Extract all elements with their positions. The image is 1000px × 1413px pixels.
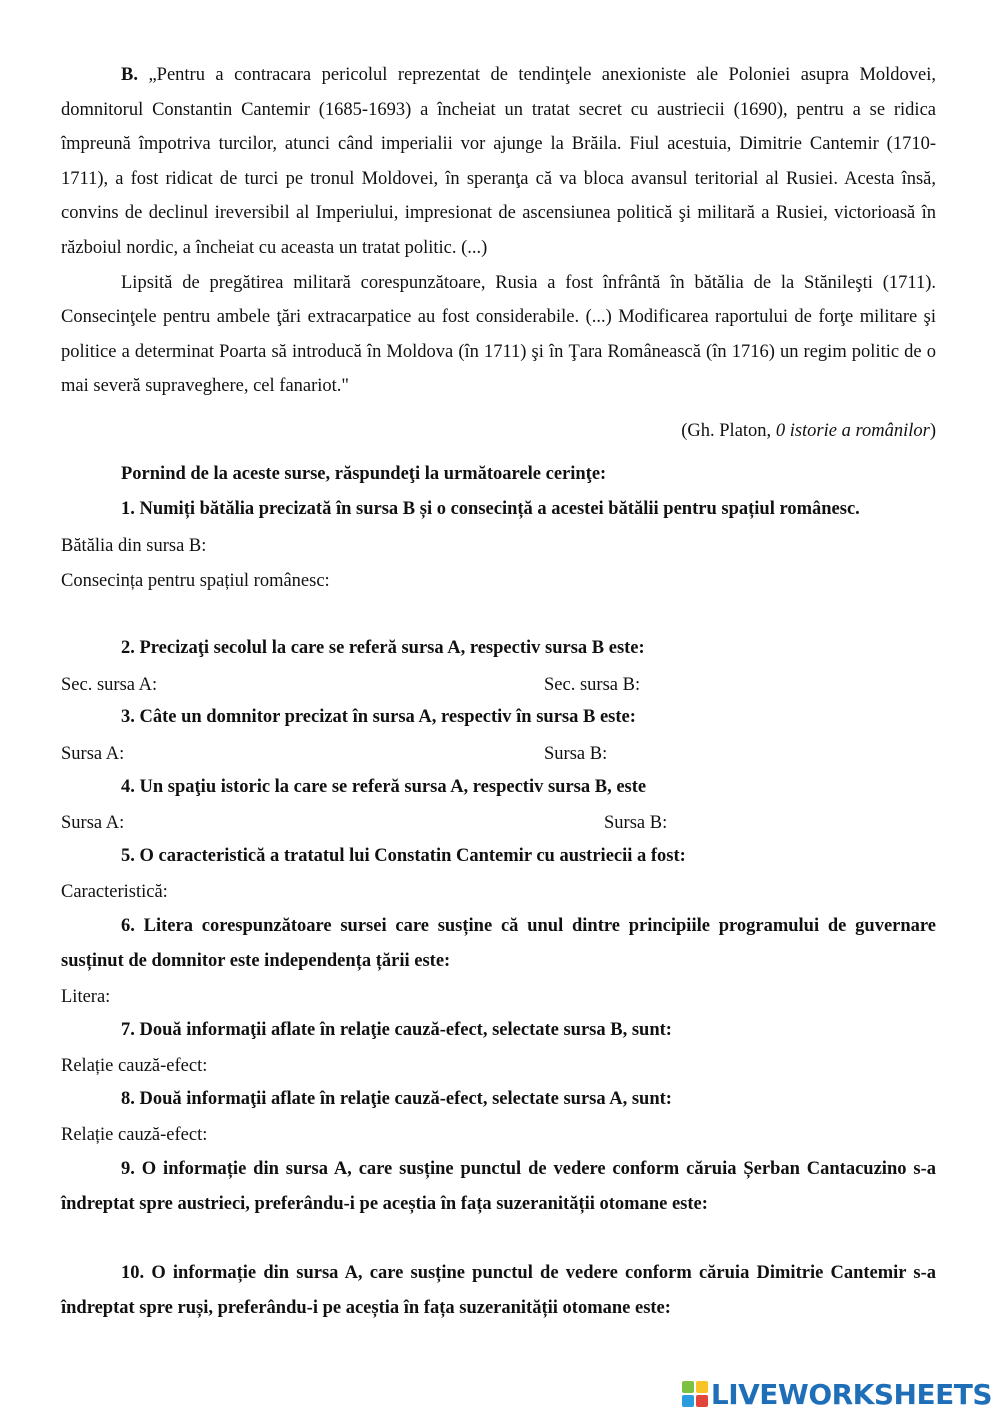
answer-2a-input[interactable] (162, 674, 406, 698)
liveworksheets-logo (682, 1377, 992, 1411)
answer-label: Sursa B: (544, 744, 608, 764)
answer-3b-input[interactable] (612, 743, 816, 767)
liveworksheets-wordmark: LIVEWORKSHEETS (710, 1377, 992, 1411)
answer-5-input[interactable] (172, 881, 776, 905)
answer-label: Consecința pentru spațiul românesc: (61, 571, 330, 591)
question-9: 9. O informație din sursa A, care susține punctul de vedere conform căruia Șerban Cantacuzino s-a îndreptat spre austrieci, preferându-i pe aceștia în fața suzeranității otomane este: (61, 1159, 936, 1214)
answer-2a-row (61, 672, 406, 698)
answer-label: Sec. sursa A: (61, 675, 158, 695)
answer-6-input[interactable] (115, 986, 296, 1010)
answer-1a-row (61, 533, 455, 559)
answer-label: Sursa A: (61, 813, 125, 833)
question-5: 5. O caracteristică a tratatul lui Constatin Cantemir cu austriecii a fost: (121, 846, 686, 866)
answer-8-input[interactable] (212, 1124, 816, 1148)
question-4: 4. Un spaţiu istoric la care se referă sursa A, respectiv sursa B, este (121, 777, 647, 797)
answer-label: Relație cauză-efect: (61, 1125, 208, 1145)
question-2: 2. Precizaţi secolul la care se referă sursa A, respectiv sursa B este: (121, 638, 645, 658)
answer-3b-row (544, 741, 816, 767)
question-10: 10. O informație din sursa A, care susține punctul de vedere conform căruia Dimitrie Cantemir s-a îndreptat spre ruși, preferându-i pe aceștia în fața suzeranității otomane este: (61, 1263, 936, 1318)
answer-1a-input[interactable] (211, 535, 455, 559)
answer-label: Sec. sursa B: (544, 675, 641, 695)
answer-2b-row (544, 672, 849, 698)
answer-1b-row (61, 568, 578, 594)
answer-6-row (61, 984, 296, 1010)
source-b-paragraph-2: Lipsită de pregătirea militară corespunzătoare, Rusia a fost înfrântă în bătălia de la Stănileşti (1711). Consecinţele pentru ambele ţări extracarpatice au fost considerabile. (...) Modificarea raportului de forţe militare şi politice a determinat Poarta să introducă în Moldova (în 1711) şi în Ţara Românească (în 1716) un regim politic de o mai severă supraveghere, cel fanariot." (61, 272, 936, 397)
answer-4a-row (61, 810, 373, 836)
answer-3a-row (61, 741, 373, 767)
question-8: 8. Două informaţii aflate în relaţie cauză-efect, selectate sursa A, sunt: (121, 1089, 672, 1109)
answer-label: Bătălia din sursa B: (61, 536, 207, 556)
answer-5-row (61, 879, 776, 905)
answer-4b-input[interactable] (672, 812, 876, 836)
answer-10-input[interactable] (61, 1330, 935, 1354)
question-3: 3. Câte un domnitor precizat în sursa A, respectiv în sursa B este: (121, 707, 636, 727)
question-1: 1. Numiți bătălia precizată în sursa B și o consecință a acestei bătălii pentru spațiul românesc. (121, 499, 860, 519)
answer-label: Sursa B: (604, 813, 668, 833)
answer-2b-input[interactable] (645, 674, 849, 698)
answer-3a-input[interactable] (129, 743, 373, 767)
liveworksheets-icon (682, 1381, 708, 1407)
answer-9-input[interactable] (61, 1225, 935, 1249)
source-citation: (Gh. Platon, 0 istorie a românilor) (681, 421, 936, 441)
source-b (61, 58, 936, 404)
answer-label: Relație cauză-efect: (61, 1056, 208, 1076)
answer-label: Litera: (61, 987, 111, 1007)
question-7: 7. Două informaţii aflate în relaţie cauză-efect, selectate sursa B, sunt: (121, 1020, 672, 1040)
answer-4a-input[interactable] (129, 812, 373, 836)
answer-8-row (61, 1122, 816, 1148)
question-6: 6. Litera corespunzătoare sursei care susține că unul dintre principiile programului de guvernare susținut de domnitor este independența țării este: (61, 916, 936, 971)
citation-title: 0 istorie a românilor (775, 421, 930, 441)
answer-1b-input[interactable] (334, 570, 578, 594)
answer-label: Sursa A: (61, 744, 125, 764)
source-b-label: B. (121, 65, 138, 85)
answer-4b-row (604, 810, 876, 836)
instructions-heading: Pornind de la aceste surse, răspundeţi la următoarele cerinţe: (121, 464, 607, 484)
answer-7-row (61, 1053, 816, 1079)
source-b-paragraph-1: B. „Pentru a contracara pericolul reprezentat de tendinţele anexioniste ale Poloniei asupra Moldovei, domnitorul Constantin Cantemir (1685-1693) a încheiat un tratat secret cu austriecii (1690), pentru a se ridica împreună împotriva turcilor, atunci când imperialii vor ajunge la Brăila. Fiul acestuia, Dimitrie Cantemir (1710-1711), a fost ridicat de turci pe tronul Moldovei, în speranţa că va bloca avansul teritorial al Rusiei. Acesta însă, convins de declinul ireversibil al Imperiului, impresionat de ascensiunea politică şi militară a Rusiei, victorioasă în războiul nordic, a încheiat cu aceasta un tratat politic. (...) (61, 65, 937, 258)
answer-7-input[interactable] (212, 1055, 816, 1079)
answer-label: Caracteristică: (61, 882, 168, 902)
